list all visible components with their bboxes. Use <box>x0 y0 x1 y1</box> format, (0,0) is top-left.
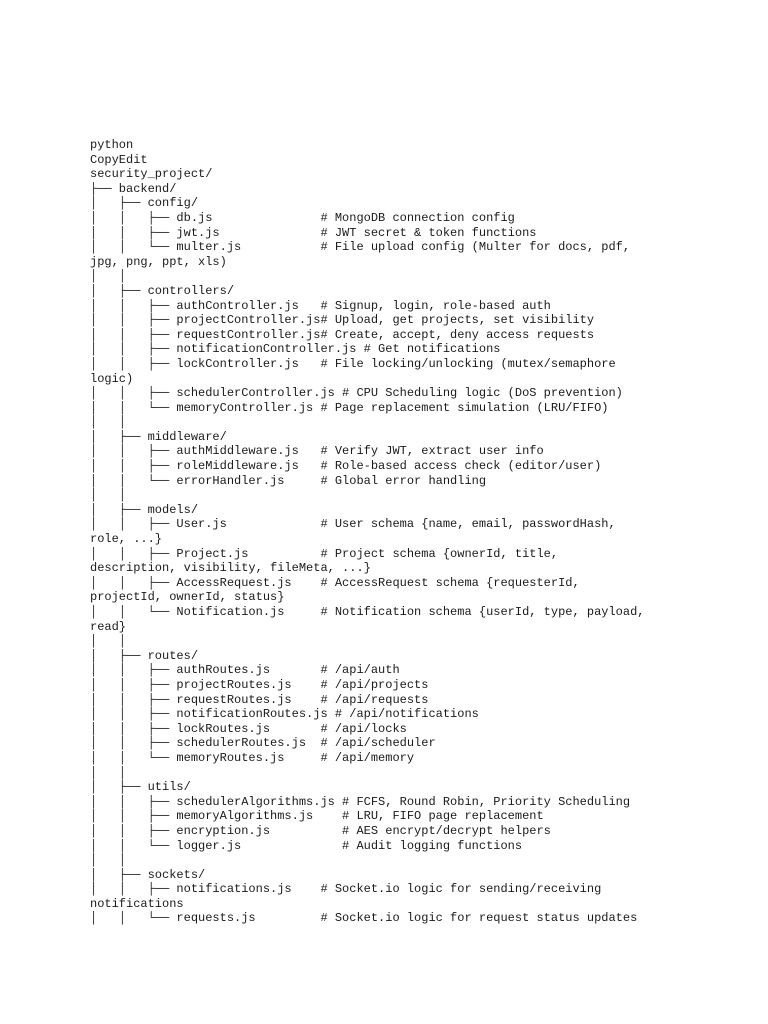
code-line: │ │ ├── Project.js # Project schema {ownerId, title, <box>90 546 559 561</box>
code-line: │ │ ├── authRoutes.js # /api/auth <box>90 663 400 678</box>
code-line: python <box>90 138 134 152</box>
code-line: │ ├── routes/ <box>90 648 199 663</box>
code-line: role, ...} <box>90 532 163 547</box>
code-line: │ │ └── memoryRoutes.js # /api/memory <box>90 750 415 765</box>
code-line: │ │ ├── encryption.js # AES encrypt/decrypt helpers <box>90 823 551 838</box>
code-line: │ │ └── requests.js # Socket.io logic for request status updates <box>90 911 638 926</box>
code-line: │ │ ├── schedulerAlgorithms.js # FCFS, Round Robin, Priority Scheduling <box>90 794 631 809</box>
code-line: description, visibility, fileMeta, ...} <box>90 561 371 576</box>
code-line: │ │ └── memoryController.js # Page replacement simulation (LRU/FIFO) <box>90 400 609 415</box>
code-line: jpg, png, ppt, xls) <box>90 254 227 269</box>
code-line: │ │ ├── requestRoutes.js # /api/requests <box>90 692 429 707</box>
code-line: │ ├── sockets/ <box>90 867 206 882</box>
code-line: read} <box>90 619 127 634</box>
project-structure-code-block <box>90 138 760 926</box>
code-line: │ ├── middleware/ <box>90 429 227 444</box>
code-line: │ │ <box>90 634 127 649</box>
code-line: ├── backend/ <box>90 181 177 196</box>
code-line: │ │ ├── memoryAlgorithms.js # LRU, FIFO page replacement <box>90 809 544 824</box>
code-line: │ │ ├── schedulerRoutes.js # /api/scheduler <box>90 736 436 751</box>
code-line: │ │ ├── schedulerController.js # CPU Scheduling logic (DoS prevention) <box>90 386 623 401</box>
code-line: │ │ <box>90 415 127 430</box>
code-line: projectId, ownerId, status} <box>90 590 285 605</box>
code-line: │ │ ├── jwt.js # JWT secret & token functions <box>90 225 537 240</box>
code-line: │ │ ├── requestController.js# Create, accept, deny access requests <box>90 327 595 342</box>
code-line: │ │ ├── projectController.js# Upload, get projects, set visibility <box>90 313 595 328</box>
code-line: │ │ <box>90 765 127 780</box>
code-line: │ │ ├── db.js # MongoDB connection config <box>90 210 515 225</box>
code-line: │ ├── models/ <box>90 502 199 517</box>
code-line: │ │ <box>90 853 127 868</box>
code-line: │ │ ├── lockController.js # File locking/unlocking (mutex/semaphore <box>90 356 616 371</box>
code-line: │ │ ├── notificationController.js # Get notifications <box>90 342 501 357</box>
code-line: │ │ ├── roleMiddleware.js # Role-based access check (editor/user) <box>90 459 602 474</box>
code-line: │ │ └── multer.js # File upload config (Multer for docs, pdf, <box>90 240 631 255</box>
code-line: │ │ ├── projectRoutes.js # /api/projects <box>90 677 429 692</box>
code-line: │ ├── config/ <box>90 196 199 211</box>
code-line: │ ├── controllers/ <box>90 283 235 298</box>
code-line: │ │ ├── lockRoutes.js # /api/locks <box>90 721 407 736</box>
code-line: │ │ └── errorHandler.js # Global error handling <box>90 473 487 488</box>
code-line: │ │ <box>90 269 127 284</box>
code-line: │ │ ├── authController.js # Signup, login, role-based auth <box>90 298 551 313</box>
code-line: notifications <box>90 896 184 911</box>
code-line: CopyEdit <box>90 152 148 167</box>
code-line: │ │ ├── notifications.js # Socket.io logic for sending/receiving <box>90 882 602 897</box>
code-line: │ │ ├── User.js # User schema {name, email, passwordHash, <box>90 517 616 532</box>
code-line: │ │ ├── notificationRoutes.js # /api/notifications <box>90 707 479 722</box>
code-line: │ │ └── Notification.js # Notification schema {userId, type, payload, <box>90 605 645 619</box>
code-line: security_project/ <box>90 167 213 182</box>
code-line: │ │ └── logger.js # Audit logging functions <box>90 838 523 853</box>
code-line: │ │ <box>90 488 127 503</box>
code-line: │ │ ├── AccessRequest.js # AccessRequest schema {requesterId, <box>90 575 580 590</box>
code-line: logic) <box>90 371 134 386</box>
code-line: │ │ ├── authMiddleware.js # Verify JWT, extract user info <box>90 444 544 459</box>
code-line: │ ├── utils/ <box>90 780 191 795</box>
